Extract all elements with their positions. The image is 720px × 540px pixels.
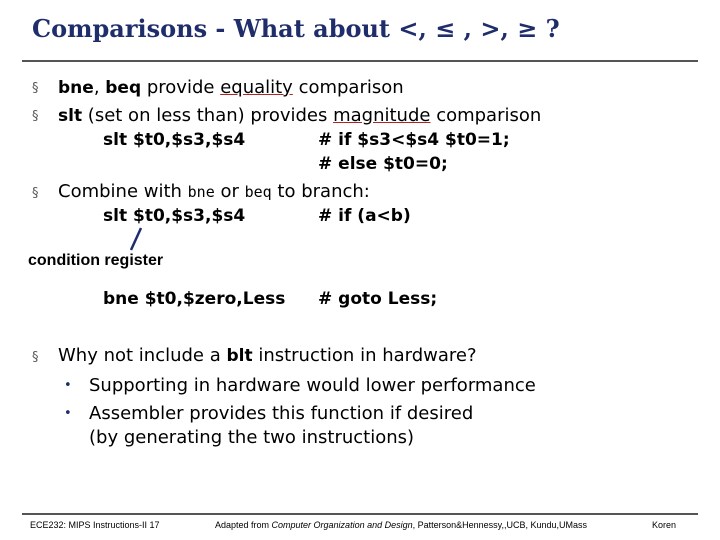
code-slt: slt bbox=[58, 106, 83, 126]
footer-book-title: Computer Organization and Design bbox=[271, 520, 413, 530]
footer-text: Adapted from bbox=[215, 520, 272, 530]
separator: , bbox=[93, 77, 106, 98]
bullet-text: to branch: bbox=[271, 181, 370, 202]
code-bne: bne bbox=[58, 78, 94, 98]
top-divider bbox=[22, 60, 698, 62]
bullet-blt bbox=[58, 344, 477, 368]
bullet-marker: § bbox=[32, 109, 39, 124]
sub-bullet-performance: Supporting in hardware would lower performance bbox=[89, 375, 536, 396]
condition-register-label: condition register bbox=[28, 252, 164, 269]
bullet-text: comparison bbox=[430, 105, 542, 126]
bullet-marker: § bbox=[32, 186, 39, 201]
code-instruction: slt $t0,$s3,$s4 bbox=[103, 206, 246, 226]
code-instruction: bne $t0,$zero,Less bbox=[103, 289, 286, 309]
code-instruction: slt $t0,$s3,$s4 bbox=[103, 130, 246, 150]
footer-right: Koren bbox=[652, 520, 677, 530]
footer-center bbox=[215, 520, 587, 530]
code-blt: blt bbox=[226, 346, 253, 366]
sub-bullet-marker: • bbox=[64, 378, 72, 393]
bottom-divider bbox=[22, 513, 698, 515]
sub-bullet-assembler-cont: (by generating the two instructions) bbox=[89, 427, 415, 448]
bullet-text: Why not include a bbox=[58, 345, 227, 366]
arrow-icon bbox=[125, 222, 149, 254]
sub-bullet-assembler: Assembler provides this function if desired bbox=[89, 403, 474, 424]
bullet-combine bbox=[58, 180, 370, 204]
code-beq: beq bbox=[105, 78, 142, 98]
code-comment: # if (a<b) bbox=[318, 206, 411, 226]
bullet-marker: § bbox=[32, 350, 39, 365]
bullet-text: provide bbox=[141, 77, 221, 98]
bullet-text: comparison bbox=[292, 77, 404, 98]
bullet-magnitude bbox=[58, 104, 541, 128]
sub-bullet-marker: • bbox=[64, 406, 72, 421]
bullet-text: Combine with bbox=[58, 181, 188, 202]
bullet-equality bbox=[58, 76, 404, 100]
magnitude-term: magnitude bbox=[333, 105, 431, 126]
code-comment: # else $t0=0; bbox=[318, 154, 448, 174]
equality-term: equality bbox=[220, 77, 293, 98]
code-comment: # goto Less; bbox=[318, 289, 438, 309]
slide-title: Comparisons - What about <, ≤ , >, ≥ ? bbox=[32, 14, 560, 43]
footer-left: ECE232: MIPS Instructions-II 17 bbox=[30, 520, 160, 530]
bullet-marker: § bbox=[32, 81, 39, 96]
bullet-text: instruction in hardware? bbox=[252, 345, 477, 366]
bullet-text: or bbox=[214, 181, 245, 202]
code-bne: bne bbox=[187, 183, 215, 201]
code-beq: beq bbox=[244, 183, 272, 201]
code-comment: # if $s3<$s4 $t0=1; bbox=[318, 130, 510, 150]
footer-text: , Patterson&Hennessy,,UCB, Kundu,UMass bbox=[412, 520, 588, 530]
bullet-text: (set on less than) provides bbox=[82, 105, 334, 126]
